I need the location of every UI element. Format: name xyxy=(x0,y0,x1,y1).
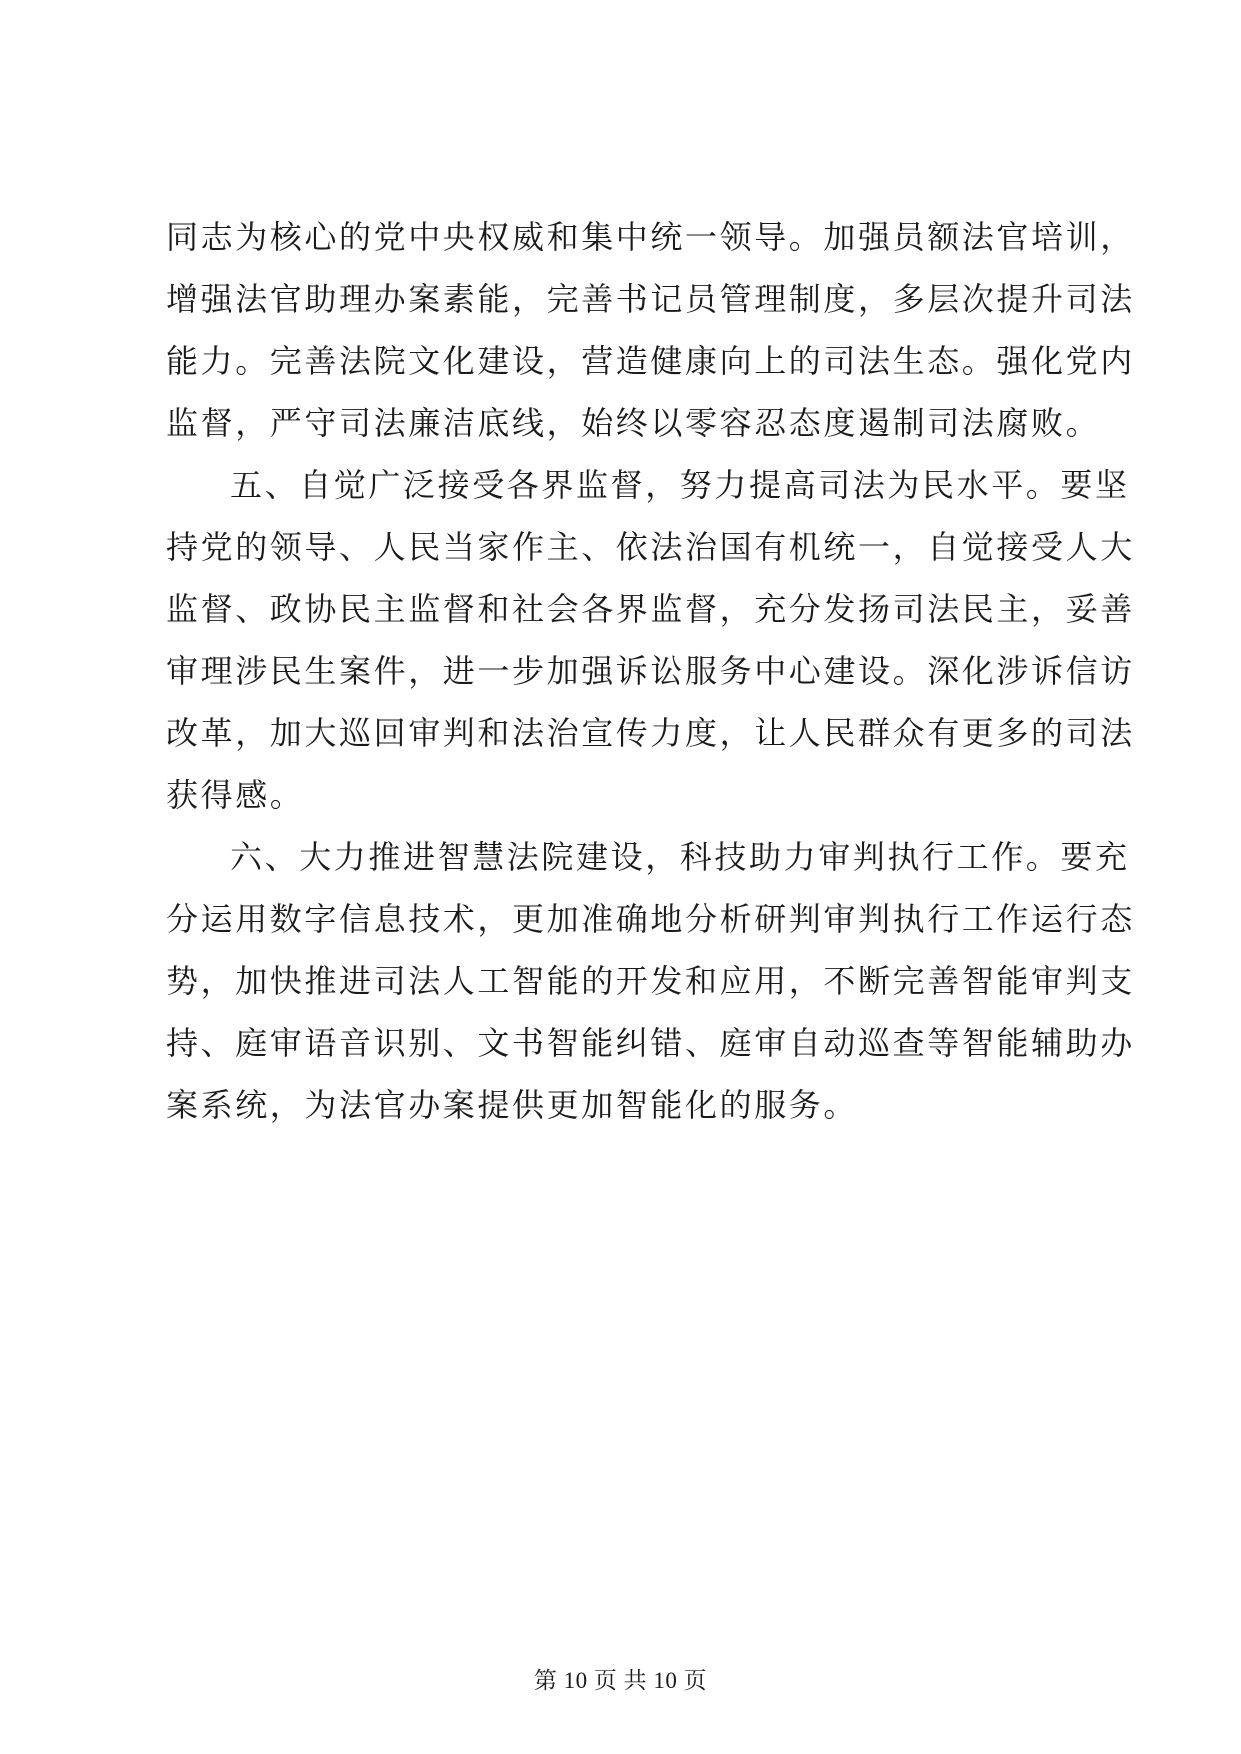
text-line: 审理涉民生案件，进一步加强诉讼服务中心建设。深化涉诉信访 xyxy=(166,652,1135,690)
text-line: 能力。完善法院文化建设，营造健康向上的司法生态。强化党内 xyxy=(166,342,1135,380)
paragraph-section-6 xyxy=(166,826,1135,1136)
text-line: 案系统，为法官办案提供更加智能化的服务。 xyxy=(166,1086,859,1124)
text-line: 监督，严守司法廉洁底线，始终以零容忍态度遏制司法腐败。 xyxy=(166,404,1101,442)
text-line: 增强法官助理办案素能，完善书记员管理制度，多层次提升司法 xyxy=(166,280,1135,318)
paragraph-1 xyxy=(166,206,1135,454)
text-line: 同志为核心的党中央权威和集中统一领导。加强员额法官培训， xyxy=(166,218,1135,256)
page-number-footer: 第 10 页 共 10 页 xyxy=(533,1668,708,1693)
text-line: 六、大力推进智慧法院建设，科技助力审判执行工作。要充 xyxy=(230,838,1130,876)
text-line: 势，加快推进司法人工智能的开发和应用，不断完善智能审判支 xyxy=(166,962,1135,1000)
text-line: 监督、政协民主监督和社会各界监督，充分发扬司法民主，妥善 xyxy=(166,590,1135,628)
paragraph-section-5 xyxy=(166,454,1135,826)
document-body xyxy=(166,206,1135,1136)
text-line: 获得感。 xyxy=(166,776,305,814)
text-line: 持党的领导、人民当家作主、依法治国有机统一，自觉接受人大 xyxy=(166,528,1135,566)
text-line: 分运用数字信息技术，更加准确地分析研判审判执行工作运行态 xyxy=(166,900,1135,938)
text-line: 五、自觉广泛接受各界监督，努力提高司法为民水平。要坚 xyxy=(230,466,1130,504)
text-line: 改革，加大巡回审判和法治宣传力度，让人民群众有更多的司法 xyxy=(166,714,1135,752)
text-line: 持、庭审语音识别、文书智能纠错、庭审自动巡查等智能辅助办 xyxy=(166,1024,1135,1062)
